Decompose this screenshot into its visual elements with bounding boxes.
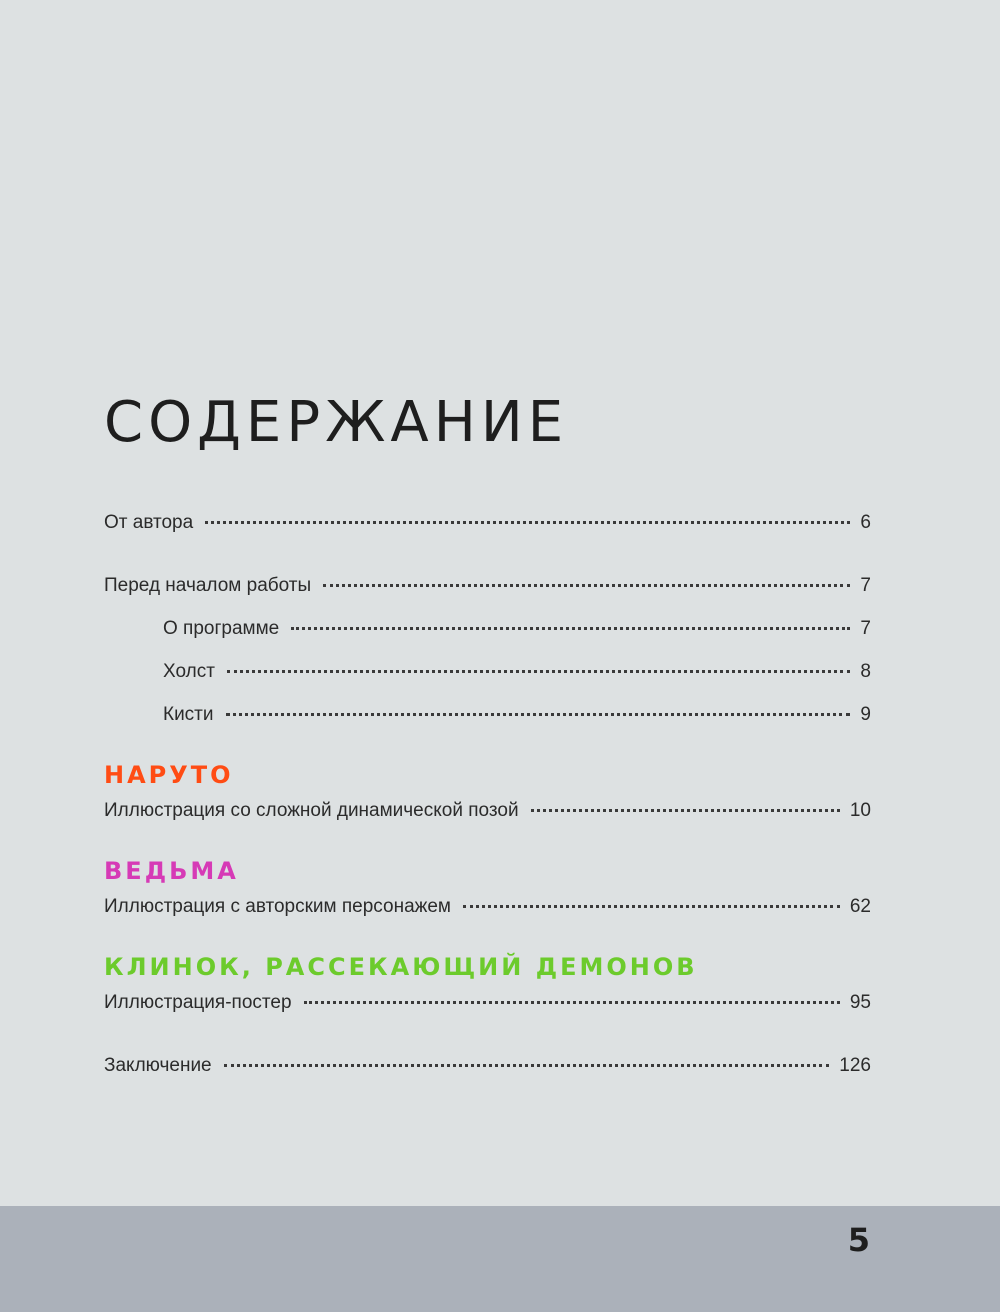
toc-entry-label: Иллюстрация-постер: [104, 992, 292, 1013]
toc-entry-page: 95: [849, 992, 871, 1013]
dot-leader: [304, 1001, 840, 1004]
toc-entry-demon-slayer-poster[interactable]: [104, 989, 871, 1017]
toc-entry-from-author[interactable]: [104, 509, 871, 537]
toc-entry-brushes[interactable]: [163, 701, 871, 729]
dot-leader: [463, 905, 840, 908]
toc-entry-label: Холст: [163, 661, 215, 682]
footer-bar: [0, 1206, 1000, 1312]
toc-entry-page: 9: [860, 704, 871, 725]
section-heading-witch: ВЕДЬМА: [104, 857, 239, 885]
toc-entry-conclusion[interactable]: [104, 1052, 871, 1080]
toc-entry-about-program[interactable]: [163, 615, 871, 643]
toc-entry-page: 8: [860, 661, 871, 682]
toc-entry-label: Заключение: [104, 1055, 212, 1076]
toc-entry-naruto-illustration[interactable]: [104, 797, 871, 825]
toc-entry-label: Кисти: [163, 704, 214, 725]
section-heading-demon-slayer: КЛИНОК, РАССЕКАЮЩИЙ ДЕМОНОВ: [104, 953, 698, 981]
toc-entry-page: 10: [849, 800, 871, 821]
toc-entry-label: Перед началом работы: [104, 575, 312, 596]
section-heading-naruto: НАРУТО: [104, 761, 234, 789]
toc-entry-page: 7: [860, 618, 871, 639]
toc-entry-before-start[interactable]: [104, 572, 871, 600]
toc-entry-label: О программе: [163, 618, 280, 639]
page-number: 5: [847, 1221, 870, 1259]
toc-entry-page: 7: [860, 575, 871, 596]
toc-entry-label: Иллюстрация с авторским персонажем: [104, 896, 451, 917]
dot-leader: [224, 1064, 830, 1067]
dot-leader: [205, 521, 850, 524]
dot-leader: [323, 584, 850, 587]
dot-leader: [291, 627, 850, 630]
dot-leader: [531, 809, 840, 812]
toc-entry-page: 6: [860, 512, 871, 533]
dot-leader: [226, 713, 851, 716]
toc-entry-label: От автора: [104, 512, 194, 533]
toc-entry-page: 62: [849, 896, 871, 917]
toc-entry-page: 126: [839, 1055, 871, 1076]
page-title: СОДЕРЖАНИЕ: [104, 390, 569, 455]
toc-entry-canvas[interactable]: [163, 658, 871, 686]
dot-leader: [227, 670, 851, 673]
toc-entry-label: Иллюстрация со сложной динамической позой: [104, 800, 519, 821]
toc-entry-witch-illustration[interactable]: [104, 893, 871, 921]
